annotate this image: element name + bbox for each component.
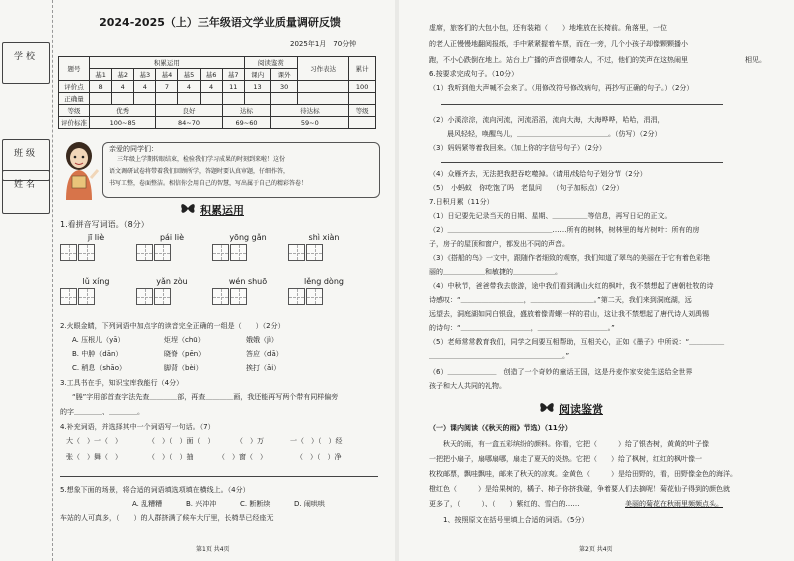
- reading-line-5-end: 美丽的菊花在秋雨里频频点头。: [625, 500, 723, 508]
- q5-opt-a: A. 乱糟糟: [132, 500, 163, 508]
- q1-prompt: 1.看拼音写词语。（8分）: [60, 220, 149, 229]
- q2-opt-c1: C. 稍息（shāo）: [72, 364, 126, 372]
- p2-top-line-end: 相见。: [745, 56, 766, 64]
- grade-excellent: 优秀: [90, 105, 156, 117]
- answer-box[interactable]: [212, 244, 229, 261]
- q7-5b: ＿＿＿＿＿＿＿＿＿＿＿＿＿＿＿＿＿＿＿。”: [429, 352, 570, 360]
- q4-word-8: （ ）（ ）净: [296, 453, 342, 461]
- cell-p5: 4: [178, 81, 200, 93]
- q4-word-6: （ ）（ ）抽: [148, 453, 194, 461]
- th-writing: 习作表达: [297, 57, 348, 81]
- reading-1-prompt: （一）课内阅读（《秋天的雨》节选）（11分）: [429, 424, 572, 432]
- std-blank: [349, 117, 376, 129]
- std-fail: 59~0: [271, 117, 349, 129]
- q2-opt-a3: 娥娥（jì）: [246, 336, 278, 344]
- exam-title: 2024-2025（上）三年级语文学业质量调研反馈: [99, 16, 341, 29]
- answer-box[interactable]: [154, 288, 171, 305]
- greeting-salute: 亲爱的同学们：: [109, 145, 158, 153]
- std-excellent: 100~85: [90, 117, 156, 129]
- q4-prompt: 4.补充词语，并选择其中一个词语写一句话。（7）: [60, 423, 215, 431]
- answer-box[interactable]: [212, 288, 229, 305]
- q4-word-4: 一（ ）（ ）经: [290, 437, 343, 445]
- grade-fail: 待达标: [271, 105, 349, 117]
- correct-cell[interactable]: [112, 93, 134, 105]
- q3-text-1: “塍”字用部首查字法先查＿＿＿＿部，再查＿＿＿＿画，我还能再写两个带有同样偏旁: [72, 393, 339, 401]
- grade-col: 等级: [349, 105, 376, 117]
- school-label: 学校: [13, 52, 38, 62]
- cell-p4: 7: [156, 81, 178, 93]
- grade-good: 良好: [156, 105, 222, 117]
- p2-top-line-3: 跑，不小心跌倒在地上。站台上广播的声音很嘈杂人，不过，他们的笑声在这热闹里: [429, 56, 688, 64]
- q6-prompt: 6.按要求完成句子。（10分）: [429, 70, 519, 78]
- q2-opt-b1: B. 中肿（dān）: [72, 350, 123, 358]
- th-j3: 基3: [134, 69, 156, 81]
- pinyin-text: lǔ xíng: [82, 277, 110, 286]
- q6-3-answer-line[interactable]: [441, 162, 723, 163]
- th-reading: 阅读鉴赏: [244, 57, 297, 69]
- q7-6b: 孩子和大人共同的礼物。: [429, 382, 506, 390]
- std-good: 84~70: [156, 117, 222, 129]
- q7-1: （1）日记要先记录当天的日期、星期、＿＿＿＿＿等信息，再写日记的正文。: [429, 212, 672, 220]
- reading-line-4: 橙红色（ ）是给果树的，橘子、柿子你挤我碰，争着要人们去摘呢！菊花仙子得到的颜色就: [429, 485, 730, 493]
- q6-2b: 晨风轻轻，唤醒鸟儿，＿＿＿＿＿＿＿＿＿＿＿＿＿。（仿写）（2分）: [447, 130, 662, 138]
- q5-prompt: 5.想象下面的场景，将合适的词语填选项填在横线上。（4分）: [60, 486, 250, 494]
- reading-q1: 1、按照原文在括号里填上合适的词语。（5分）: [443, 516, 589, 524]
- cell-p1: 8: [90, 81, 112, 93]
- q6-2a: （2）小溪淙淙，流向河流，河流滔滔，流向大海，大海哗哗，哈哈，涓涓，: [429, 116, 665, 124]
- correct-cell[interactable]: [271, 93, 298, 105]
- q7-2b: 子，房子的屋顶和窗户，都发出不同的声音。: [429, 240, 569, 248]
- p2-top-line-2: 的老人正慢慢地翻阅报纸，手中紧紧握着车票，而在一旁，几个小孩子却像颗颗播小: [429, 40, 688, 48]
- q7-prompt: 7.日积月累（11分）: [429, 198, 494, 206]
- th-j6: 基6: [200, 69, 222, 81]
- answer-box[interactable]: [78, 244, 95, 261]
- greeting-line-1: 三年级上学期转眼结束，检验我们学习成果的时刻到来啦！这份: [117, 156, 286, 163]
- pinyin-text: lěng dòng: [304, 277, 344, 286]
- answer-box[interactable]: [230, 244, 247, 261]
- row-grade-label: 等级: [59, 105, 90, 117]
- q2-opt-c2: 脚背（bèi）: [164, 364, 203, 372]
- correct-cell[interactable]: [178, 93, 200, 105]
- th-j2: 基2: [112, 69, 134, 81]
- correct-cell[interactable]: [200, 93, 222, 105]
- q3-text-2: 的字＿＿＿＿、＿＿＿＿。: [60, 408, 144, 416]
- q5-opt-b: B. 兴冲冲: [186, 500, 217, 508]
- p2-top-line-1: 虚席，旅客们的大包小包，还有装箱（ ）地堆放在长椅前。角落里，一位: [429, 24, 667, 32]
- answer-box[interactable]: [306, 244, 323, 261]
- page-right: [399, 0, 794, 561]
- q7-3b: 丽的＿＿＿＿＿＿和敏捷的＿＿＿＿＿＿。: [429, 268, 562, 276]
- correct-cell[interactable]: [244, 93, 271, 105]
- reading-line-3: 枚枚邮票，飘哇飘哇，邮来了秋天的凉爽。金黄色（ ）是给田野的，看，田野像金色的海洋。: [429, 470, 737, 478]
- pinyin-item: [60, 276, 132, 305]
- exam-date: 2025年1月 70分钟: [290, 40, 357, 48]
- butterfly-icon: [180, 201, 196, 215]
- q5-opt-d: D. 闹哄哄: [294, 500, 325, 508]
- q4-word-1: 大（ ）一（ ）: [66, 437, 122, 445]
- q4-word-5: 张（ ）舞（ ）: [66, 453, 122, 461]
- q2-opt-a1: A. 压根儿（yā）: [72, 336, 125, 344]
- answer-box[interactable]: [288, 288, 305, 305]
- name-label: 姓名: [13, 180, 38, 190]
- q7-5: （5）老师常常教育我们，同学之间要互相帮助，互相关心，正如《墨子》中所说：“＿＿＿＿＿: [429, 338, 725, 346]
- q7-4c: 远望去，洞庭湖如同白银盘，盛放着像青螺一样的君山，这让我不禁想起了唐代诗人刘禹锡: [429, 310, 709, 318]
- q2-opt-b3: 答应（dā）: [246, 350, 283, 358]
- cell-p7: 11: [222, 81, 244, 93]
- th-j1: 基1: [90, 69, 112, 81]
- answer-box[interactable]: [230, 288, 247, 305]
- q7-3a: （3）《搭船的鸟》一文中，跟随作者细致的观察，我们知道了翠鸟的美丽在于它有着色彩艳: [429, 254, 710, 262]
- q4-answer-line[interactable]: [60, 476, 378, 477]
- pinyin-text: yōng gǎn: [229, 233, 267, 242]
- correct-cell[interactable]: [349, 93, 376, 105]
- pinyin-text: jī liè: [87, 233, 105, 242]
- cell-p8: 13: [244, 81, 271, 93]
- th-total: 累计: [349, 57, 376, 81]
- q2-opt-a2: 炬埕（chū）: [164, 336, 205, 344]
- th-j7: 基7: [222, 69, 244, 81]
- q2-opt-c3: 挨打（āi）: [246, 364, 281, 372]
- cell-p9: 30: [271, 81, 298, 93]
- q4-word-2: （ ）（ ）面（ ）: [148, 437, 215, 445]
- pinyin-item: [288, 232, 360, 261]
- th-extra: 课外: [271, 69, 298, 81]
- th-j4: 基4: [156, 69, 178, 81]
- pinyin-text: shì xiàn: [308, 233, 340, 242]
- page-footer-1: 第1页 共4页: [196, 546, 230, 553]
- greeting-bubble: [102, 142, 380, 198]
- cell-p10: [297, 81, 348, 93]
- th-j5: 基5: [178, 69, 200, 81]
- correct-cell[interactable]: [134, 93, 156, 105]
- cell-p2: 4: [112, 81, 134, 93]
- section-title-reading: 阅读鉴赏: [559, 403, 603, 416]
- correct-cell[interactable]: [222, 93, 244, 105]
- q4-word-3: （ ）万: [236, 437, 264, 445]
- q7-6a: （6）＿＿＿＿＿＿＿ 创造了一个奇妙的童话王国，这是丹麦作家安徒生送给全世界: [429, 368, 693, 376]
- correct-cell[interactable]: [297, 93, 348, 105]
- pinyin-text: yǎn zòu: [156, 277, 188, 286]
- butterfly-icon: [539, 400, 555, 414]
- pinyin-item: [136, 276, 208, 305]
- reading-line-5: 更多了，（ ）、（ ）紫红的、雪白的……: [429, 500, 580, 508]
- row-standard-label: 评价标准: [59, 117, 90, 129]
- q7-2a: （2）＿＿＿＿＿＿＿＿＿＿＿＿＿＿＿……所有的树林，树林里的每片树叶：所有的房: [429, 226, 700, 234]
- answer-box[interactable]: [60, 244, 77, 261]
- q7-4b: 诗感叹：“＿＿＿＿＿＿＿＿＿，＿＿＿＿＿＿＿＿＿。”第二天，我们来到洞庭湖，远: [429, 296, 692, 304]
- q6-1-answer-line[interactable]: [441, 104, 723, 105]
- answer-box[interactable]: [60, 288, 77, 305]
- q4-word-7: （ ）窗（ ）: [218, 453, 267, 461]
- pinyin-item: [212, 232, 284, 261]
- pinyin-item: [136, 232, 208, 261]
- th-question: 题号: [59, 57, 90, 81]
- pinyin-item: [60, 232, 132, 261]
- th-in-class: 课内: [244, 69, 271, 81]
- score-table: [58, 56, 376, 129]
- q3-prompt: 3.工具书在手，知识宝库我能行（4分）: [60, 379, 184, 387]
- grade-pass: 达标: [222, 105, 271, 117]
- q5-opt-c: C. 断断续: [240, 500, 271, 508]
- pinyin-item: [212, 276, 284, 305]
- cell-p3: 4: [134, 81, 156, 93]
- answer-box[interactable]: [154, 244, 171, 261]
- q2-opt-b2: 晓脊（pēn）: [164, 350, 206, 358]
- answer-box[interactable]: [136, 288, 153, 305]
- q7-4d: 的诗句：“＿＿＿＿＿＿＿＿＿＿，＿＿＿＿＿＿＿＿＿＿。”: [429, 324, 615, 332]
- std-pass: 69~60: [222, 117, 271, 129]
- page-footer-2: 第2页 共4页: [579, 546, 613, 553]
- pinyin-text: pái liè: [159, 233, 185, 242]
- q5-text: 车站的人可真多，（ ）的人群挤满了候车大厅里，长椅旱已经座无: [60, 514, 274, 522]
- cell-p6: 4: [200, 81, 222, 93]
- section-title-accumulation: 积累运用: [200, 204, 244, 217]
- teacher-illustration-icon: [58, 140, 100, 200]
- q6-5: （5） 小蚂蚁 你吃饱了吗 老鼠问 （句子加标点）（2分）: [429, 184, 624, 192]
- cell-p11: 100: [349, 81, 376, 93]
- greeting-line-2: 语文调研试卷将带着我们回顾所学，答题时要认真审题，仔细作答，: [109, 168, 290, 175]
- q7-4a: （4）中秋节，爸爸带我去旅游，途中我们看到满山火红的枫叶，我不禁想起了唐朝杜牧的诗: [429, 282, 714, 290]
- answer-box[interactable]: [306, 288, 323, 305]
- school-box: [2, 42, 50, 84]
- answer-box[interactable]: [78, 288, 95, 305]
- row-correct-label: 正确量: [59, 93, 90, 105]
- q6-3: （3）妈妈紧等着我回来。（加上你的字信号句子）（2分）: [429, 144, 606, 152]
- greeting-line-3: 书写工整，卷面整洁。相信你会用自己的智慧，写出属于自己的精彩答卷！: [109, 180, 308, 187]
- th-accumulation: 积累运用: [90, 57, 245, 69]
- answer-box[interactable]: [136, 244, 153, 261]
- q6-1: （1）我听到他大声喊不会来了。（用修改符号修改病句，再抄写正确的句子。）（2分）: [429, 84, 694, 92]
- reading-line-2: 一把把小扇子，扇哪扇哪，扇走了夏天的炎热。它把（ ）给了枫树，红红的枫叶像一: [429, 455, 702, 463]
- pinyin-item: [288, 276, 360, 305]
- page-left: [0, 0, 395, 561]
- correct-cell[interactable]: [90, 93, 112, 105]
- binding-line: [52, 0, 53, 561]
- answer-box[interactable]: [288, 244, 305, 261]
- reading-line-1: 秋天的雨，有一盒五彩缤纷的颜料。你看，它把（ ）给了银杏树，黄黄的叶子像: [443, 440, 709, 448]
- class-label: 班级: [13, 149, 38, 159]
- pinyin-text: wén shuō: [228, 277, 268, 286]
- q2-prompt: 2.火眼金睛，下列词语中加点字的读音完全正确的一组是（ ）（2分）: [60, 322, 285, 330]
- q6-4: （4）众雁齐去，无法把我把吞吃噬掉。（请用/线给句子划分节（2分）: [429, 170, 647, 178]
- row-points-label: 评价点: [59, 81, 90, 93]
- name-box: [2, 170, 50, 214]
- correct-cell[interactable]: [156, 93, 178, 105]
